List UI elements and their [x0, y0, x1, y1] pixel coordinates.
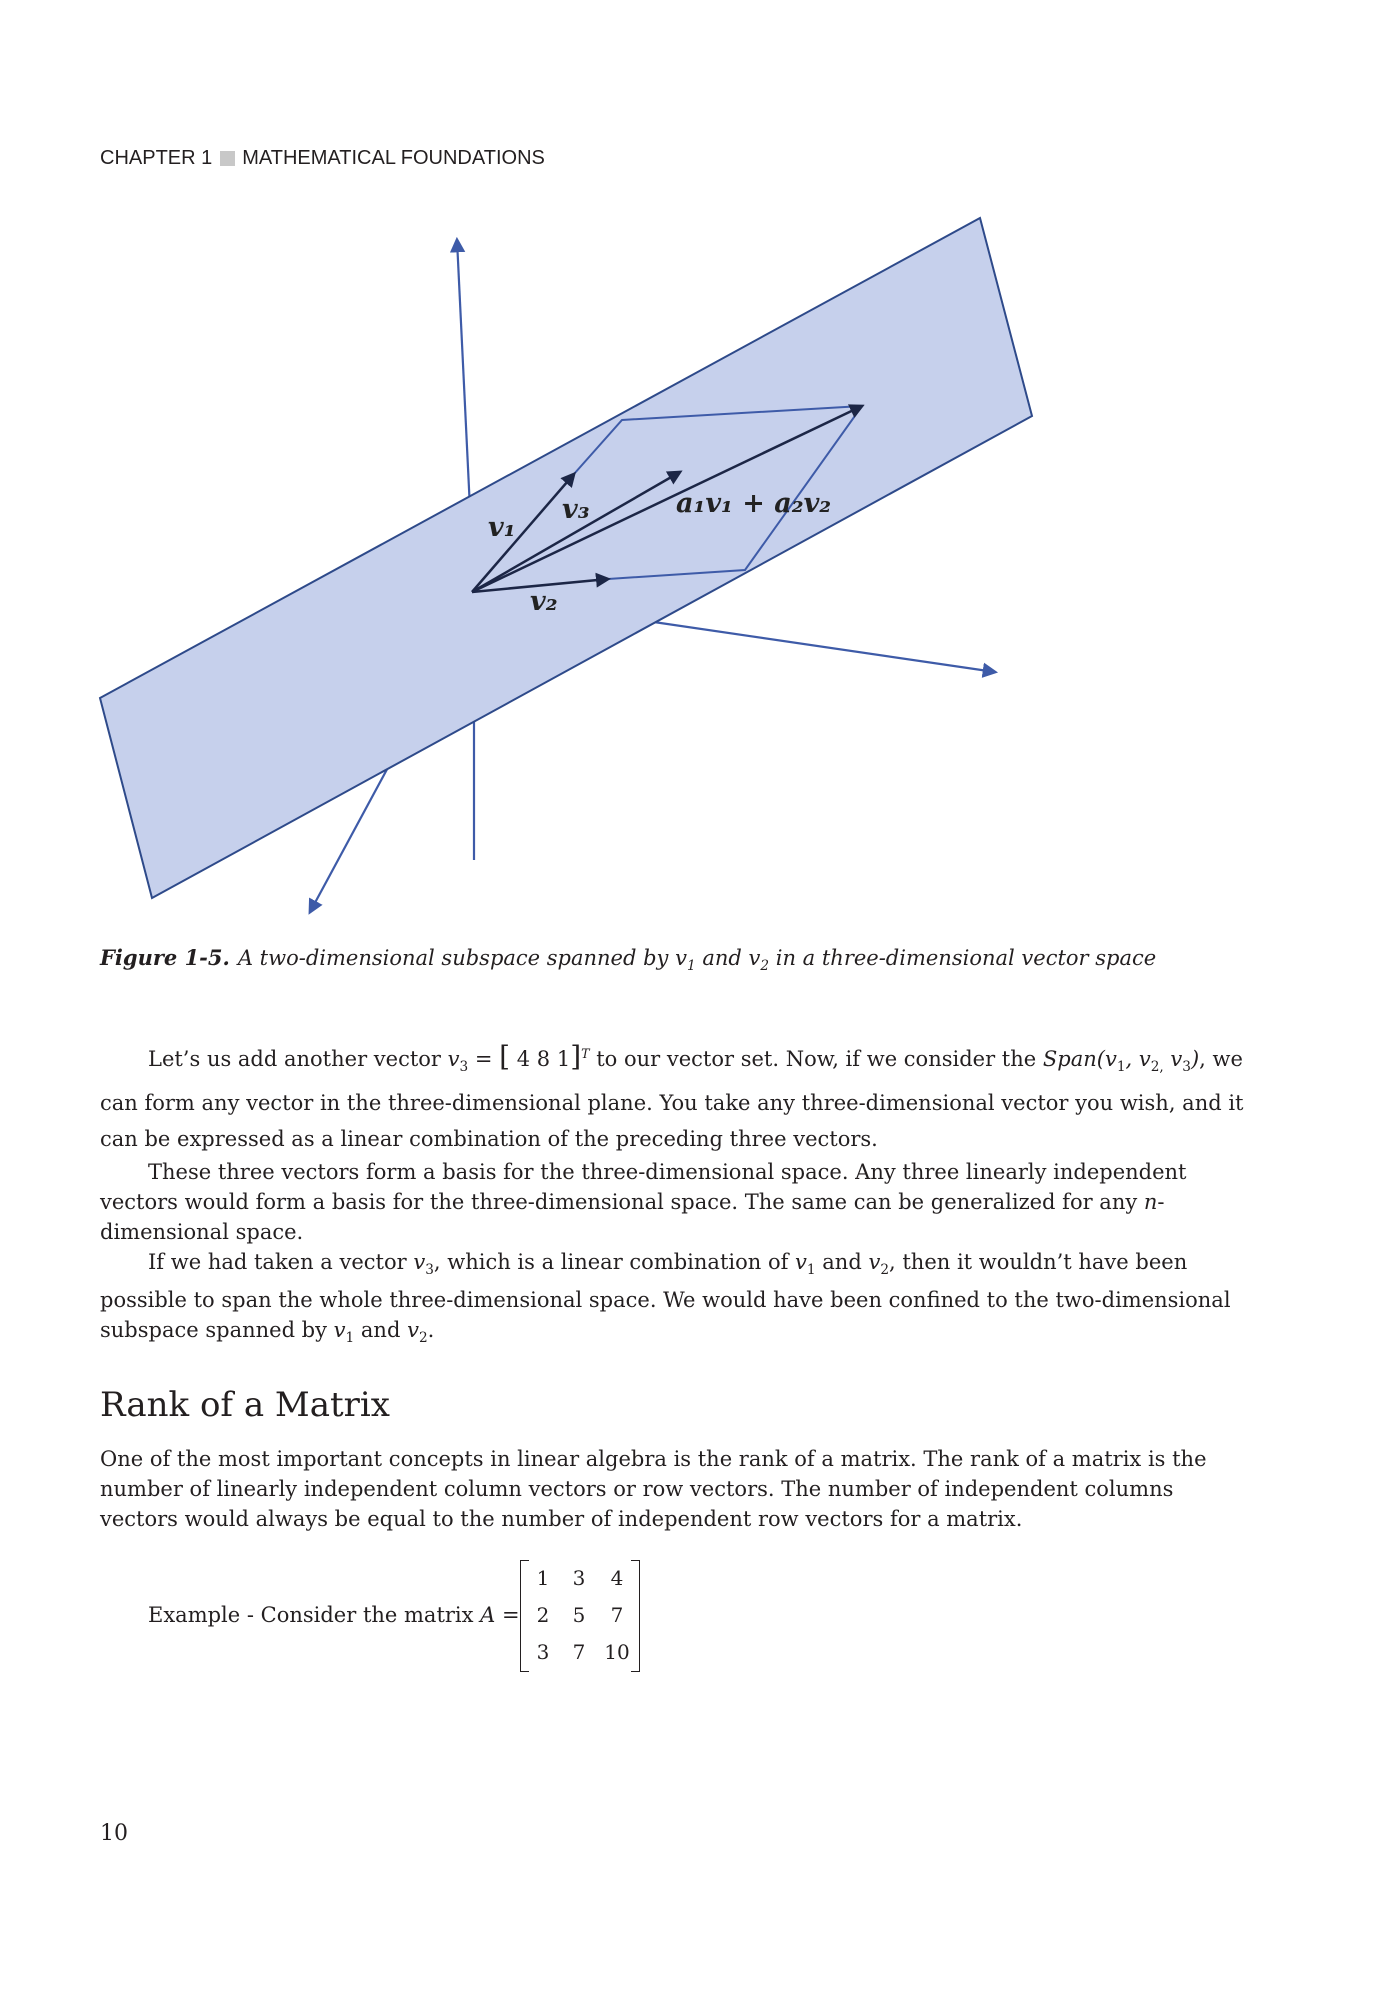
body-text-block-2	[100, 1444, 1245, 1534]
label-v1: v₁	[488, 512, 516, 543]
caption-v2: v	[748, 946, 761, 970]
chapter-label: CHAPTER 1	[100, 147, 213, 169]
x-axis-right	[640, 620, 995, 672]
matrix-a	[520, 1560, 640, 1672]
paragraph-1: Let’s us add another vector $v_3$ = [ 4 8 1]$^T$ to our vector set. Now, if we consider the $Span(v_1$, $v_{2,}$ $v_3$), we can form any vector in the three-dimensional plane. You take any three-dimensional vector you wish, and it can be expressed as a linear combination of the preceding three vectors.	[100, 1040, 1244, 1152]
section-heading: Rank of a Matrix	[100, 1385, 390, 1425]
caption-text: and	[695, 946, 749, 970]
label-combo: a₁v₁ + a₂v₂	[676, 488, 832, 519]
subspace-plane	[100, 218, 1032, 898]
page-number: 10	[100, 1821, 128, 1846]
bracket-open: [	[499, 1040, 511, 1073]
paragraph-2: These three vectors form a basis for the three-dimensional space. Any three linearly independent vectors would form a basis for the three-dimensional space. The same can be generalized for any n-dimensional space.	[100, 1160, 1187, 1245]
bracket-close: ]	[570, 1040, 582, 1073]
caption-text: A two-dimensional subspace spanned by	[237, 946, 676, 970]
body-text-block-1	[100, 1036, 1245, 1354]
caption-text: in a three-dimensional vector space	[769, 946, 1157, 970]
caption-v1: v	[675, 946, 687, 970]
matrix-row: 2 5 7	[536, 1603, 624, 1627]
subspace-figure	[0, 0, 1400, 940]
figure-caption	[100, 945, 1350, 974]
caption-sub1: 1	[686, 958, 696, 975]
matrix-row: 1 3 4	[536, 1566, 624, 1590]
caption-sub2: 2	[760, 958, 770, 975]
section-label: MATHEMATICAL FOUNDATIONS	[242, 147, 545, 169]
label-v2: v₂	[530, 586, 558, 617]
matrix-row: 3 7 10	[536, 1640, 630, 1664]
label-v3: v₃	[562, 494, 590, 525]
paragraph-4: One of the most important concepts in linear algebra is the rank of a matrix. The rank of a matrix is the number of linearly independent column vectors or row vectors. The number of independent columns vectors would always be equal to the number of independent row vectors for a matrix.	[100, 1447, 1207, 1531]
caption-label: Figure 1-5.	[100, 945, 230, 970]
paragraph-3: If we had taken a vector $v_3$, which is a linear combination of $v_1$ and $v_2$, then it wouldn’t have been possible to span the whole three-dimensional space. We would have been confined to the two-dimensional subspace spanned by $v_1$ and $v_2$.	[100, 1250, 1231, 1347]
example-line: Example - Consider the matrix A =	[148, 1603, 520, 1627]
